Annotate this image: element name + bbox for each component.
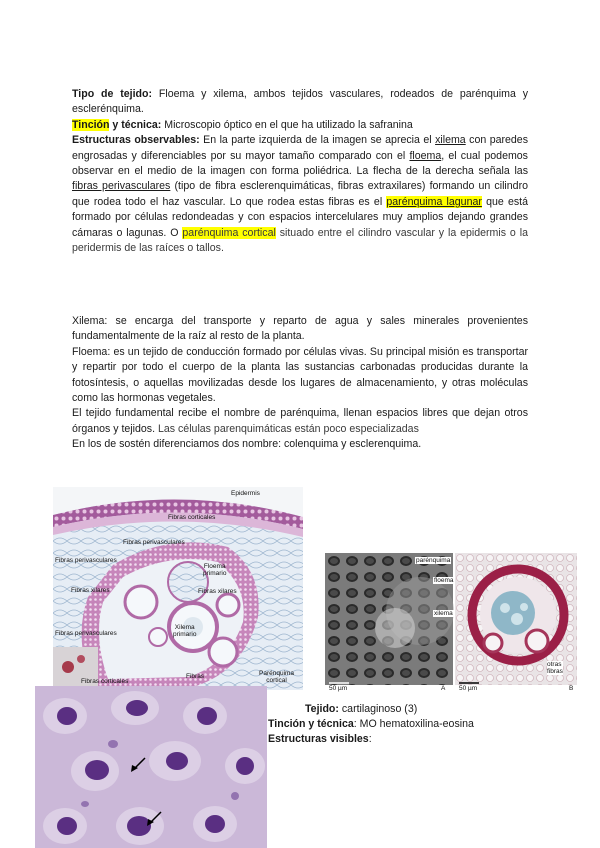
cartilage-tejido-line [305,702,417,717]
tincion-text-2: : MO hematoxilina-eosina [353,718,474,730]
scale-bar-b: 50 µm [459,685,478,692]
label-fibras-xilares: Fibras xilares [71,587,110,594]
label-parenquima-cortical: Parénquima cortical [259,670,295,684]
tincion-label: y técnica: [109,118,162,131]
tipo-text: Floema y xilema, ambos tejidos vasculares, rodeados de parénquima y esclerénquima. [72,88,528,116]
label-floema: floema [434,577,454,584]
label-fibras-corticales: Fibras corticales [168,514,216,521]
parenquimaticas-text: Las células parenquimáticas están poco especializadas [157,422,419,435]
sosten-text: En los de sostén diferenciamos dos nombre: colenquima y esclerenquima. [72,438,422,451]
cartilage-micrograph [35,686,267,848]
label-epidermis: Epidermis [231,490,260,497]
label-fibras-perivasculares: Fibras perivasculares [55,630,117,637]
fibras-term: fibras perivasculares [72,180,171,193]
xilema-term: xilema [435,134,466,147]
estructuras-text: con paredes engrosadas y diferenciables por su mayor tamaño comparado con el [72,134,528,162]
label-parenquima: parénquima [416,557,451,564]
tincion-text: Microscopio óptico en el que ha utilizado la safranina [161,118,413,131]
label-xilema-primario: Xilema primario [173,624,197,638]
estructuras-label: Estructuras observables: [72,134,200,147]
label-fibras-corticales: Fibras corticales [81,678,129,685]
parenquima-cortical-term: parénquima cortical [182,226,276,239]
label-fibras-xilares: Fibras xilares [198,588,237,595]
estructuras-text: (tipo de fibra esclerenquimáticas, fibras extraxilares) formando un cilindro que rodea todo el haz vascular. Lo que rodea estas fibras es el [72,180,528,208]
estructuras-text: situado entre el cilindro vascular y la epidermis o la peridermis de las raíces o tallos. [72,226,528,255]
estructuras-colon: : [368,733,372,745]
stem-section-micrograph [53,487,303,690]
estructuras-visibles-label: Estructuras visibles [268,733,369,745]
label-fibras: Fibras [186,673,205,680]
label-otras-fibras: otras fibras [547,661,563,675]
estructuras-text: que está formado por células redondeadas y con espacios intercelulares muy amplios dejando grandes cámaras o lagunas. O [72,195,528,239]
vascular-bundle-drawing [325,553,577,693]
floema-definition: Floema: es un tejido de conducción formado por células vivas. Su principal misión es transportar y repartir por todo el cuerpo de la planta las sustancias carbonadas producidas durante la fotosíntesis, o aquellas movilizadas desde los lugares de almacenamiento, y otras moléculas como las hormonas vegetales. [72,345,528,405]
panel-letter-b: B [569,685,574,692]
panel-letter-a: A [441,685,446,692]
cartilage-estructuras-line [268,732,372,747]
vascular-bundle-micrographs [325,553,577,693]
tincion-label-highlight: Tinción [72,118,110,131]
label-floema-primario: Floema primario [203,563,227,577]
fundamental-text: El tejido fundamental recibe el nombre de parénquima, llenan espacios libres que dejan otros órganos y tejidos. [72,407,528,435]
label-fibras-perivasculares: Fibras perivasculares [55,557,117,564]
description-block-1 [72,87,528,256]
floema-term: floema [409,149,442,162]
tincion-label-2: Tinción y técnica [268,718,354,730]
estructuras-text: , el cual podemos observar en el medio de la imagen con forma poliédrica. La flecha de la derecha señala las [72,149,528,178]
tipo-label: Tipo de tejido: [72,88,153,100]
tejido-text: cartilaginoso (3) [338,703,418,715]
parenquima-lagunar-term: parénquima lagunar [386,195,482,208]
label-fibras-perivasculares: Fibras perivasculares [123,539,185,546]
estructuras-text: En la parte izquierda de la imagen se aprecia el [199,134,436,147]
scale-bar-a: 50 µm [329,685,348,692]
xilema-definition: Xilema: se encarga del transporte y reparto de agua y sales minerales provenientes fundamentalmente de la raíz al resto de la planta. [72,315,528,343]
tejido-label: Tejido: [305,703,339,715]
cartilage-tincion-line [268,717,474,732]
label-xilema: xilema [434,610,453,617]
cartilage-drawing [35,686,267,848]
description-block-2 [72,314,528,453]
